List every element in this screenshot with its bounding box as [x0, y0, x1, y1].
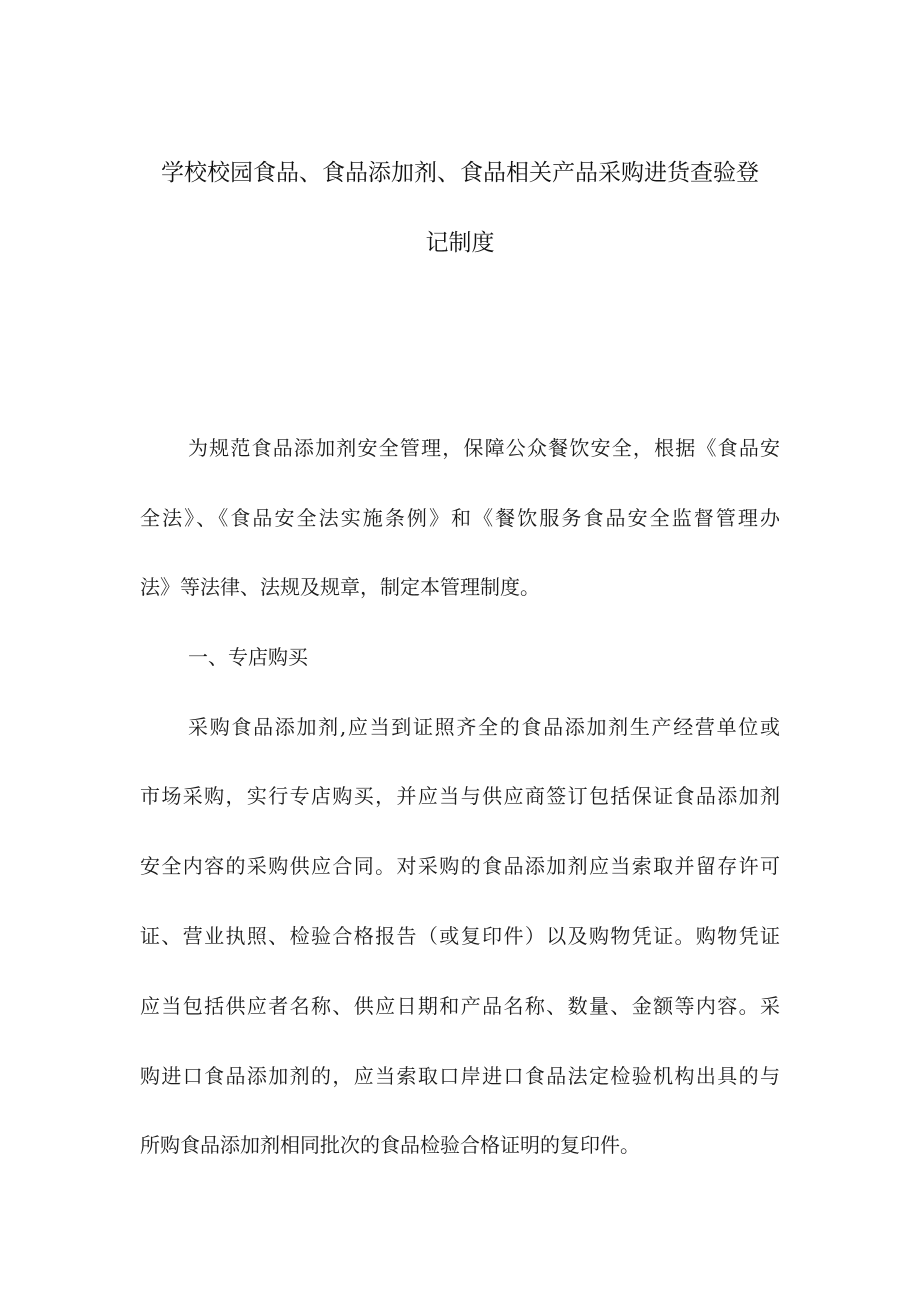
section-heading-1: 一、专店购买	[188, 645, 308, 669]
section1-paragraph-line-4: 证、营业执照、检验合格报告（或复印件）以及购物凭证。购物凭证	[140, 924, 780, 948]
section1-paragraph-line-2: 市场采购，实行专店购买，并应当与供应商签订包括保证食品添加剂	[140, 784, 780, 808]
section1-paragraph-line-1: 采购食品添加剂,应当到证照齐全的食品添加剂生产经营单位或	[188, 715, 780, 739]
section1-paragraph-line-7: 所购食品添加剂相同批次的食品检验合格证明的复印件。	[140, 1133, 640, 1157]
section1-paragraph-line-5: 应当包括供应者名称、供应日期和产品名称、数量、金额等内容。采	[140, 994, 780, 1018]
section1-paragraph-line-6: 购进口食品添加剂的，应当索取口岸进口食品法定检验机构出具的与	[140, 1064, 780, 1088]
document-title-line-2: 记制度	[425, 230, 495, 256]
section1-paragraph-line-3: 安全内容的采购供应合同。对采购的食品添加剂应当索取并留存许可	[140, 854, 780, 878]
intro-paragraph-line-1: 为规范食品添加剂安全管理，保障公众餐饮安全，根据《食品安	[188, 436, 780, 460]
intro-paragraph-line-3: 法》等法律、法规及规章，制定本管理制度。	[140, 575, 540, 599]
document-title-line-1: 学校校园食品、食品添加剂、食品相关产品采购进货查验登	[161, 160, 759, 186]
intro-paragraph-line-2: 全法》、《食品安全法实施条例》和《餐饮服务食品安全监督管理办	[140, 506, 780, 530]
